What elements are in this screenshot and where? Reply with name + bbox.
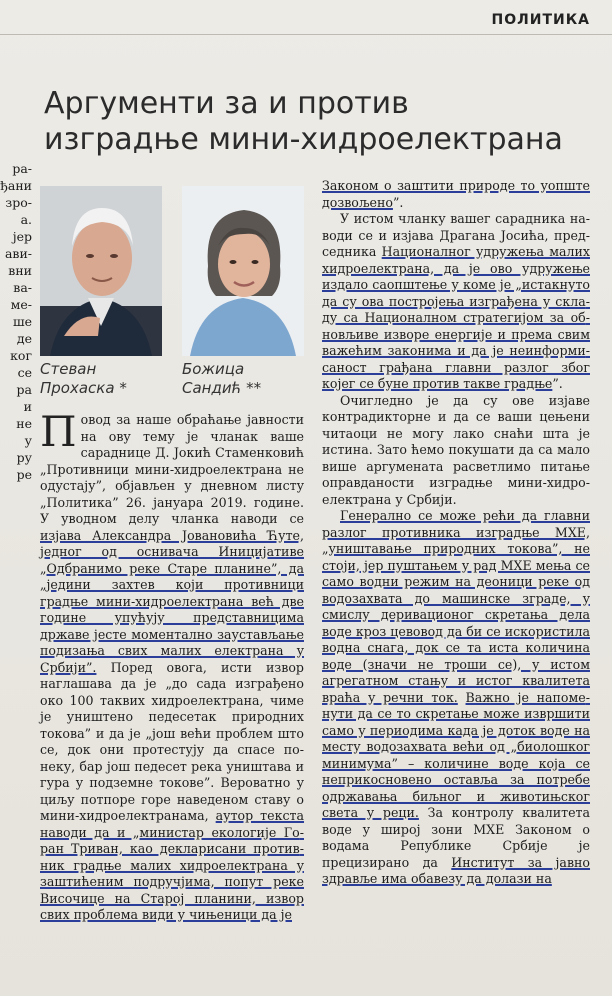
text-run: ”. xyxy=(392,194,404,210)
underlined-text: Важно је напоменути да се то скретање може извршити само у периодима када је доток воде на месту водозахвата већи од „биолошког минимума” – количине воде која се неприкосновено оставља за потребе одржавања биљног и животињског света у реци. xyxy=(322,689,590,820)
author-photo-2 xyxy=(182,186,304,356)
article-column-2 xyxy=(322,178,590,888)
fragment-line: ави- xyxy=(4,246,32,261)
fragment-line: ме- xyxy=(10,297,32,312)
header-rule xyxy=(0,34,612,35)
text-run: ”. xyxy=(552,376,563,391)
portrait-man-image xyxy=(40,186,162,356)
fragment-line: ре xyxy=(16,467,32,482)
author-first-name: Божица xyxy=(182,360,245,378)
author-caption-1 xyxy=(40,360,127,398)
article-headline xyxy=(44,86,604,158)
author-first-name: Стеван xyxy=(40,360,97,378)
paragraph xyxy=(322,178,590,211)
author-last-name: Сандић ** xyxy=(182,379,262,397)
fragment-line: ру xyxy=(16,450,32,465)
text-run: За контролу квалитета воде у широј зони МХЕ Законом о водама Републике Србије је прецизирано да xyxy=(322,805,590,870)
paragraph xyxy=(322,211,590,393)
fragment-line: ког xyxy=(10,348,32,363)
fragment-line: јер xyxy=(12,229,32,244)
fragment-line: де xyxy=(16,331,32,346)
text-run: У истом чланку вашег сарадника наводи се и изјава Драгана Јосића, председника xyxy=(322,211,590,259)
page-header xyxy=(0,0,612,38)
headline-line-1: Аргументи за и против xyxy=(44,86,409,121)
author-last-name: Прохаска * xyxy=(40,379,127,397)
underlined-text: Националног удружења малих хидроелектрана, да је ово удружење издало саопштење у коме је „истакнуто да су ова постројења изграђена у складу са Националном стратегијом за обновљиве изворе енергије и према свим важећим законима и да је неинформисаност грађана главни разлог због којег се буне против такве градње xyxy=(322,244,590,391)
author-caption-2 xyxy=(182,360,261,398)
section-label: ПОЛИТИКА xyxy=(491,12,590,28)
previous-article-fragment xyxy=(0,160,32,483)
underlined-text: аутор текста наводи да и „министар екологије Горан Триван, као декларисани противник градње малих хидроелектрана у заштићеним подручјима, попут реке Височице на Старој планини, извор свих проблема види у чињеници да је xyxy=(40,808,305,922)
fragment-line: се xyxy=(17,365,32,380)
fragment-line: ра xyxy=(16,382,32,397)
fragment-line: у xyxy=(24,433,32,448)
underlined-text: изјава Александра Јовановића Ћуте, једног од оснивача Иницијативе „Одбранимо реке Старе планине”, да „једини захтев који противници градње мини-хидроелектрана већ две године упућују представницима државе јесте моментално заустављање подизања свих малих електрана у Србији”. xyxy=(40,527,304,675)
underlined-text: Законом о заштити природе то уопште дозвољено xyxy=(322,178,590,210)
paragraph xyxy=(40,407,305,924)
fragment-line: ше xyxy=(12,314,32,329)
underlined-text: Генерално се може рећи да главни разлог противника изградње МХЕ, „уништавање природних токова”, не стоји, јер пуштањем у рад МХЕ мења се само водни режим на деоници реке од водозахвата до машинске зграде, у смислу деривационог скретања дела воде кроз цевовод да би се искористила водна снага, док се та иста количина воде (значи не троши се), у истом агрегатном стању и истог квалитета враћа у речни ток. xyxy=(322,508,590,705)
article-column-1 xyxy=(40,407,305,924)
fragment-line: вни xyxy=(8,263,32,278)
fragment-line: ђани xyxy=(0,178,32,193)
fragment-line: ва- xyxy=(13,280,32,295)
text-run xyxy=(458,690,466,705)
paragraph: Очигледно је да су ове изјаве контрадикторне и да се ваши цењени читаоци не могу лако снаћи шта је истина. Зато ћемо покушати да са мало више аргумената расветлимо питање оправданости изградње мини-хидроелектрана у Србији. xyxy=(322,392,590,507)
fragment-line: не xyxy=(16,416,32,431)
fragment-line: зро- xyxy=(5,195,32,210)
headline-line-2: изградње мини-хидроелектрана xyxy=(44,122,563,157)
fragment-line: ра- xyxy=(12,161,32,176)
paragraph xyxy=(322,508,590,888)
fragment-line: а. xyxy=(20,212,32,227)
underlined-text: Институт за јавно здравље има обавезу да долази на xyxy=(322,854,591,886)
portrait-woman-image xyxy=(182,186,304,356)
text-run: овод за наше обраћање јавности на ову тему је чланак ваше сараднице Д. Јокић Стаменковић „Противници мини-хидроелектрана не одустају”, објављен у дневном листу „Политика” 26. јануара 2019. године. У уводном делу чланка наводи се xyxy=(40,412,304,526)
text-run: Поред овога, исти извор наглашава да је „до сада изграђено око 100 таквих хидроелектрана, чиме је уништено педесетак природних токова” и да је „још већи проблем што се, док они протестују да спасе понеку, бар још педесет река уништава и гура у подземне токове”. Вероватно у циљу потпоре горе наведеном ставу о мини-хидроелектранама, xyxy=(40,659,304,823)
drop-cap: П xyxy=(40,407,77,456)
fragment-line: и xyxy=(23,399,32,414)
author-photo-1 xyxy=(40,186,162,356)
